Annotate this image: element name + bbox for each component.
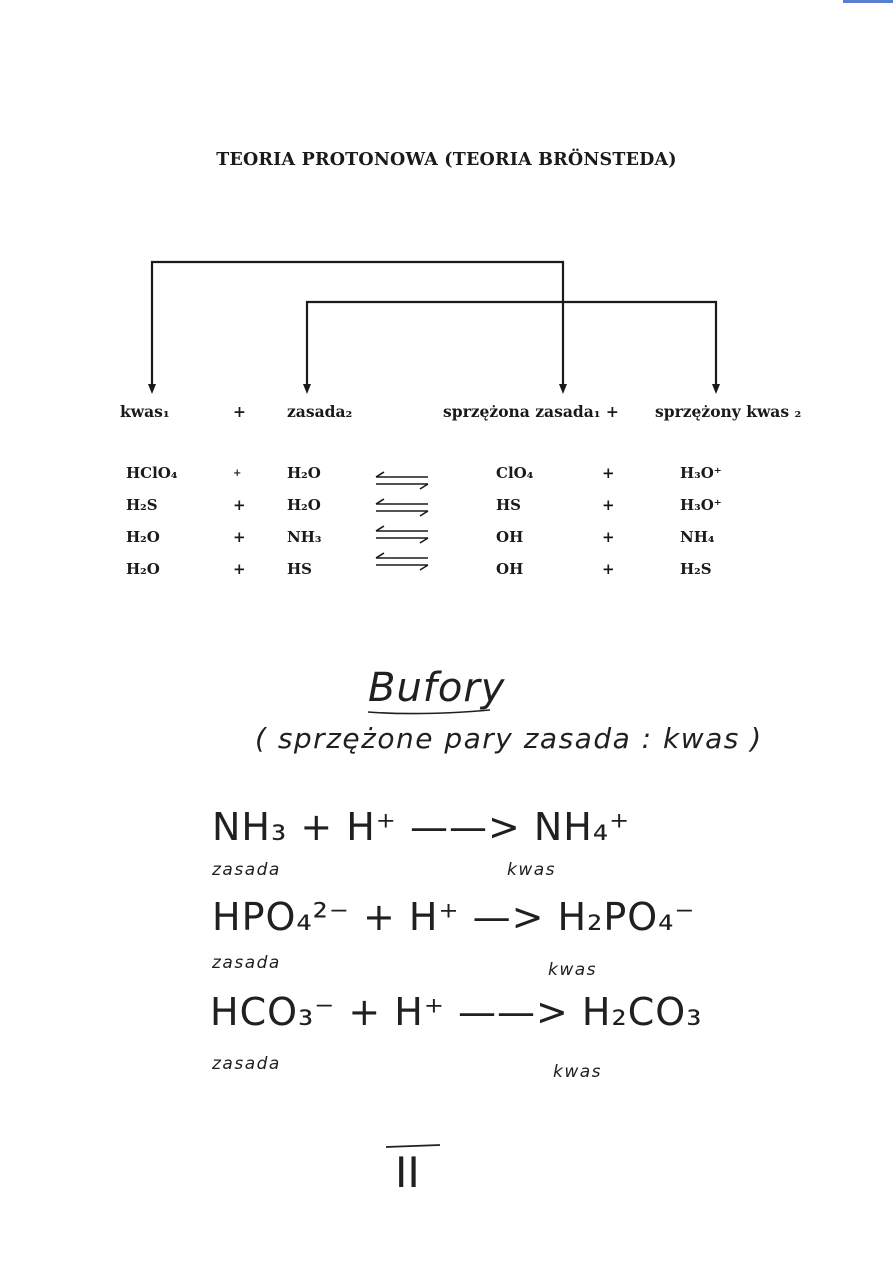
reaction-2-conjugate-base: HS [496, 496, 522, 514]
reaction-2-plus-2: + [602, 496, 615, 514]
handwritten-heading: Bufory [368, 665, 506, 711]
reaction-4-plus: + [233, 560, 246, 578]
buffer-2-acid-label: kwas [548, 960, 598, 980]
handwritten-subheading: ( sprzężone pary zasada : kwas ) [255, 722, 763, 755]
buffer-2-base-label: zasada [212, 953, 281, 973]
buffer-2-equation: HPO₄²⁻ + H⁺ —> H₂PO₄⁻ [212, 895, 696, 939]
buffer-3-acid-label: kwas [553, 1062, 603, 1082]
reaction-1-plus-2: + [602, 464, 615, 482]
header-acid1: kwas₁ [120, 402, 170, 421]
reaction-3-plus: + [233, 528, 246, 546]
reaction-2-plus: + [233, 496, 246, 514]
reaction-1-conjugate-base: ClO₄ [496, 464, 534, 482]
reaction-3-base: NH₃ [287, 528, 322, 546]
reaction-2-acid: H₂S [126, 496, 158, 514]
reaction-3-plus-2: + [602, 528, 615, 546]
reaction-2-conjugate-acid: H₃O⁺ [680, 496, 722, 514]
reaction-3-conjugate-base: OH [496, 528, 524, 546]
reaction-4-conjugate-acid: H₂S [680, 560, 712, 578]
buffer-1-base-label: zasada [212, 860, 281, 880]
page-title: TEORIA PROTONOWA (TEORIA BRÖNSTEDA) [216, 150, 677, 170]
header-conjugate-base1: sprzężona zasada₁ + [443, 402, 619, 421]
reaction-4-conjugate-base: OH [496, 560, 524, 578]
reaction-4-base: HS [287, 560, 313, 578]
buffer-3-equation: HCO₃⁻ + H⁺ ——> H₂CO₃ [210, 990, 703, 1034]
reaction-1-acid: HClO₄ [126, 464, 178, 482]
reaction-3-acid: H₂O [126, 528, 160, 546]
reaction-2-base: H₂O [287, 496, 321, 514]
reaction-4-plus-2: + [602, 560, 615, 578]
buffer-3-base-label: zasada [212, 1054, 281, 1074]
roman-numeral: II [395, 1148, 420, 1197]
reaction-1-conjugate-acid: H₃O⁺ [680, 464, 722, 482]
reaction-3-conjugate-acid: NH₄ [680, 528, 715, 546]
reaction-4-acid: H₂O [126, 560, 160, 578]
reaction-1-base: H₂O [287, 464, 321, 482]
buffer-1-acid-label: kwas [507, 860, 557, 880]
reaction-1-plus: + [233, 468, 242, 479]
header-plus: + [233, 402, 246, 421]
header-base2: zasada₂ [287, 402, 353, 421]
buffer-1-equation: NH₃ + H⁺ ——> NH₄⁺ [212, 805, 631, 849]
header-conjugate-acid2: sprzężony kwas ₂ [655, 402, 802, 421]
